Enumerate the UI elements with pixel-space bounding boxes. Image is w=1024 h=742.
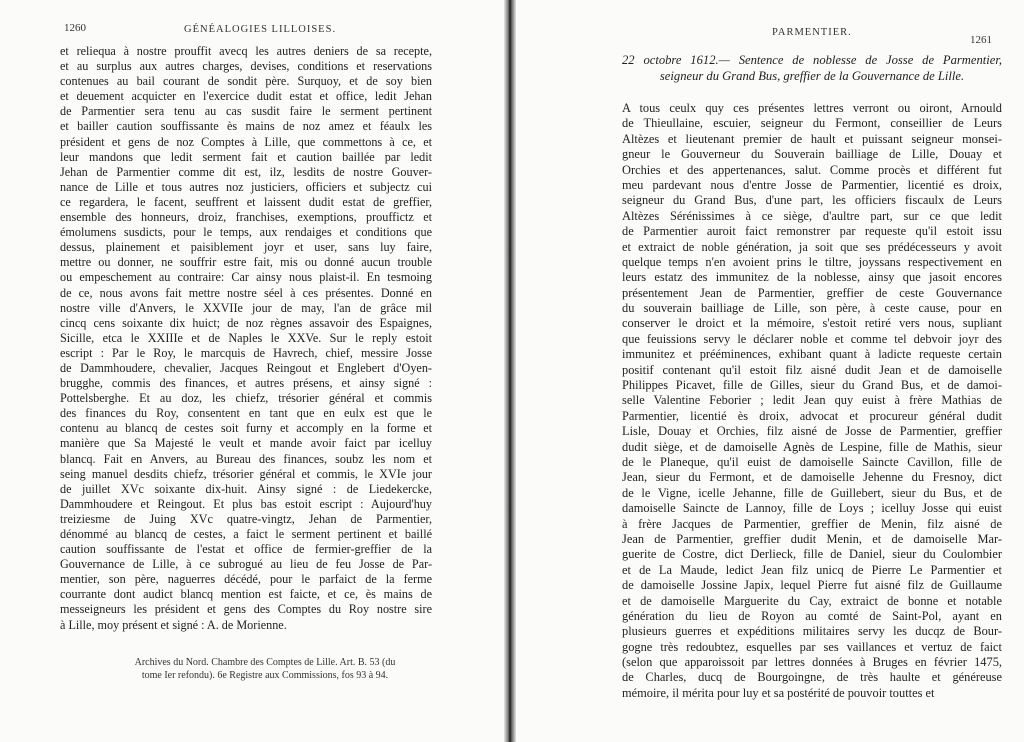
text-line: Parmentier, licentié ès droix, advocat et procureur général dudit xyxy=(622,408,1002,423)
archival-footnote xyxy=(100,656,430,682)
running-head-right: PARMENTIER. xyxy=(772,27,852,38)
title-line: 22 octobre 1612.— Sentence de noblesse de Josse de Parmentier, xyxy=(622,53,1002,67)
right-page xyxy=(514,0,1024,742)
page-number-right: 1261 xyxy=(970,34,992,46)
page-number-left: 1260 xyxy=(64,22,86,34)
footnote-line: Archives du Nord. Chambre des Comptes de Lille. Art. B. 53 (du xyxy=(134,657,396,668)
text-line: gogne très redoubtez, esquelles par ses vaillances et vertuz de faict xyxy=(622,639,1002,654)
text-line: meu pardevant nous d'entre Josse de Parmentier, licentié es droix, xyxy=(622,177,1002,192)
text-line: et bailler caution souffissante ès mains de noz amez et féaulx les xyxy=(60,119,432,134)
text-line: mettre ou donner, ne souffrir estre fait, mis ou donné aucun trouble xyxy=(60,255,432,270)
text-line: dudit siège, et de damoiselle Agnès de Lespine, fille de Mathis, sieur xyxy=(622,439,1002,454)
text-line: manière que Sa Majesté le veult et mande avoir faict par icelluy xyxy=(60,436,432,451)
text-line: de Parmentier sera tenu au cas susdit faire le serment pertinent xyxy=(60,104,432,119)
text-line: seing manuel desdits chiefz, trésorier général et commis, le XVIe jour xyxy=(60,466,432,481)
document-title xyxy=(622,53,1002,84)
text-line: mentier, son père, naguerres décédé, pour le parfaict de la ferme xyxy=(60,572,432,587)
text-line: gneur le Gouverneur du Souverain bailliage de Lille, Douay et xyxy=(622,147,1002,162)
text-line: et extraict de noble génération, ja soit que ses prédécesseurs y avoit xyxy=(622,239,1002,254)
text-line: leur mandons que ledit serment fait et caution baillée par ledit xyxy=(60,149,432,164)
text-line: A tous ceulx quy ces présentes lettres verront ou oiront, Arnould xyxy=(622,101,1002,115)
text-line: selle Valentine Feborier ; ledit Jean quy euist à frère Mathias de xyxy=(622,393,1002,408)
text-line: leurs estatz des immunitez de la noblesse, ainsy que jasoit encores xyxy=(622,270,1002,285)
text-line: ce regardera, le facent, seuffrent et laissent dudit estat de greffier, xyxy=(60,194,432,209)
text-line: dessus, plainement et paisiblement joyr et user, sans luy faire, xyxy=(60,240,432,255)
text-line: de Parmentier auroit faict remonstrer par requeste qu'il estoit issu xyxy=(622,224,1002,239)
text-line: Jehan de Parmentier comme dit est, ilz, lesdits de nostre Gouver- xyxy=(60,164,432,179)
text-line: Pottelsberghe. Et au doz, les chiefz, trésorier général et commis xyxy=(60,391,432,406)
text-line: de juillet XVc soixante dix-huit. Ainsy signé : de Liedekercke, xyxy=(60,481,432,496)
text-line: seigneur du Grand Bus, d'une part, les officiers fiscaulx de Leurs xyxy=(622,193,1002,208)
text-line: de Thieullaine, escuier, seigneur du Fermont, conseillier de Leurs xyxy=(622,116,1002,131)
text-line: président et gens de noz Comptes à Lille, que commettons à ce, et xyxy=(60,134,432,149)
text-line: ou empeschement au contraire: Car ainsy nous plaist-il. En tesmoing xyxy=(60,270,432,285)
text-line: présentement Jean de Parmentier, greffier de ceste Gouvernance xyxy=(622,285,1002,300)
text-line: treiziesme de Juing XVc quatre-vingtz, Jehan de Parmentier, xyxy=(60,511,432,526)
footnote-line: tome Ier refondu). 6e Registre aux Commissions, fos 93 à 94. xyxy=(141,670,389,681)
text-line: Dammhoudere et Reingout. Et plus bas estoit escript : Aujourd'huy xyxy=(60,496,432,511)
text-line: guerite de Costre, dict Derlieck, fille de Daniel, sieur du Coulombier xyxy=(622,547,1002,562)
running-head-left: GÉNÉALOGIES LILLOISES. xyxy=(184,24,337,35)
text-line: Altèzes et lieutenant premier de hault et puissant seigneur monsei- xyxy=(622,131,1002,146)
text-line: mémoire, il mérita pour luy et sa postérité de pouvoir touttes et xyxy=(622,685,935,700)
text-line: du souverain bailliage de Lille, son père, à ceste cause, pour en xyxy=(622,301,1002,316)
text-line: que feuissions servy le déclarer noble et comme tel debvoir joyr des xyxy=(622,331,1002,346)
text-line: Jean de Parmentier, greffier dudit Menin, et de damoiselle Mar- xyxy=(622,531,1002,546)
text-line: conserver le droict et la mémoire, s'estoit retiré vers nous, supliant xyxy=(622,316,1002,331)
text-line: Sicille, etca le XXIIIe et de Naples le XXVe. Sur le reply estoit xyxy=(60,330,432,345)
text-line: nostre ville d'Anvers, le XXVIIe jour de may, l'an de grâce mil xyxy=(60,300,432,315)
text-line: Jean, sieur du Fermont, et de damoiselle Jehenne du Fresnoy, dict xyxy=(622,470,1002,485)
text-line: immunitez et prééminences, exhibant quant à ladicte requeste certain xyxy=(622,347,1002,362)
title-line: seigneur du Grand Bus, greffier de la Gouvernance de Lille. xyxy=(659,68,965,83)
text-line: Altèzes Sérénissimes à ce siège, d'aultre part, sur ce que ledit xyxy=(622,208,1002,223)
text-line: et reliequa à nostre prouffit avecq les autres deniers de sa recepte, xyxy=(60,44,432,58)
text-line: blancq. Fait en Anvers, au Bureau des finances, soubz les nom et xyxy=(60,451,432,466)
text-line: escript : Par le Roy, le marcquis de Havrech, chief, messire Josse xyxy=(60,345,432,360)
text-line: émolumens susdicts, pour le temps, aux rendaiges et conditions que xyxy=(60,225,432,240)
text-line: de Charles, ducq de Bourgoingne, de très haulte et généreuse xyxy=(622,670,1002,685)
text-line: (selon que apparoissoit par lettres données à Bruges en février 1475, xyxy=(622,655,1002,670)
left-page xyxy=(0,0,506,742)
text-line: de Dammhoudere, chevalier, Jacques Reingout et Englebert d'Oyen- xyxy=(60,360,432,375)
text-line: nance de Lille et tous autres noz justiciers, officiers et subjectz cui xyxy=(60,179,432,194)
left-body-text xyxy=(60,44,432,633)
text-line: et au surplus aux autres charges, devises, conditions et reservations xyxy=(60,59,432,74)
text-line: Philippes Picavet, fille de Gilles, sieur du Grand Bus, et de damoi- xyxy=(622,378,1002,393)
text-line: ensemble des honneurs, droiz, franchises, exemptions, prouffictz et xyxy=(60,210,432,225)
text-line: damoiselle Saincte de Lannoy, fille de Loys ; icelluy Josse qui euist xyxy=(622,501,1002,516)
text-line: à frère Jacques de Parmentier, greffier de Menin, filz aisné de xyxy=(622,516,1002,531)
text-line: des finances du Roy, consentent en tant que en eulx est que le xyxy=(60,406,432,421)
text-line: de ce, nous avons fait mettre nostre séel à ces présentes. Donné en xyxy=(60,285,432,300)
text-line: à Lille, moy présent et signé : A. de Morienne. xyxy=(60,617,287,632)
text-line: génération du lieu de Royon au comté de Saint-Pol, ayant en xyxy=(622,608,1002,623)
text-line: Lisle, Douay et Orchies, filz aisné de Josse de Parmentier, greffier xyxy=(622,424,1002,439)
text-line: dénommé au blancq de cestes, a faict le serment pertinent et baillé xyxy=(60,527,432,541)
text-line: contenu au blancq de cestes soit furny et accomply en la forme et xyxy=(60,421,432,436)
text-line: de damoiselle Jossine Japix, lequel Pierre fut aisné filz de Guillaume xyxy=(622,578,1002,593)
text-line: et de La Maude, ledict Jean filz unicq de Pierre Le Parmentier et xyxy=(622,562,1002,577)
text-line: messeigneurs les président et gens des Comptes du Roy nostre sire xyxy=(60,602,432,617)
right-body-text xyxy=(622,101,1002,701)
text-line: cincq cens soixante dix huict; de noz règnes assavoir des Espaignes, xyxy=(60,315,432,330)
text-line: Gouvernance de Lille, à ce subrogué au lieu de feu Josse de Par- xyxy=(60,557,432,572)
text-line: positif contenant qu'il estoit filz aisné dudit Jean et de damoiselle xyxy=(622,362,1002,377)
text-line: et de damoiselle Marguerite du Cay, extraict de bonne et notable xyxy=(622,593,1002,608)
text-line: brugghe, commis des finances, et autres présens, et ainsy signé : xyxy=(60,376,432,391)
text-line: de le Planeque, qu'il euist de damoiselle Saincte Cavillon, fille de xyxy=(622,454,1002,469)
text-line: Orchies et des appertenances, salut. Comme procès et différent fut xyxy=(622,162,1002,177)
text-line: plusieurs guerres et expéditions militaires servy les ducqz de Bour- xyxy=(622,624,1002,639)
text-line: et deuement acquicter en l'exercice dudit estat et office, ledit Jehan xyxy=(60,89,432,104)
text-line: contenues au bail courant de sondit père. Surquoy, et de soy bien xyxy=(60,74,432,89)
text-line: de le Vigne, icelle Jehanne, fille de Guillebert, sieur du Bus, et de xyxy=(622,485,1002,500)
text-line: caution souffissante de l'estat et office de fermier-greffier de la xyxy=(60,542,432,557)
text-line: quelque temps n'en avoient prins le tiltre, joyssans respectivement en xyxy=(622,254,1002,269)
text-line: courrante dont audict blancq mention est faicte, et ce, ès mains de xyxy=(60,587,432,602)
